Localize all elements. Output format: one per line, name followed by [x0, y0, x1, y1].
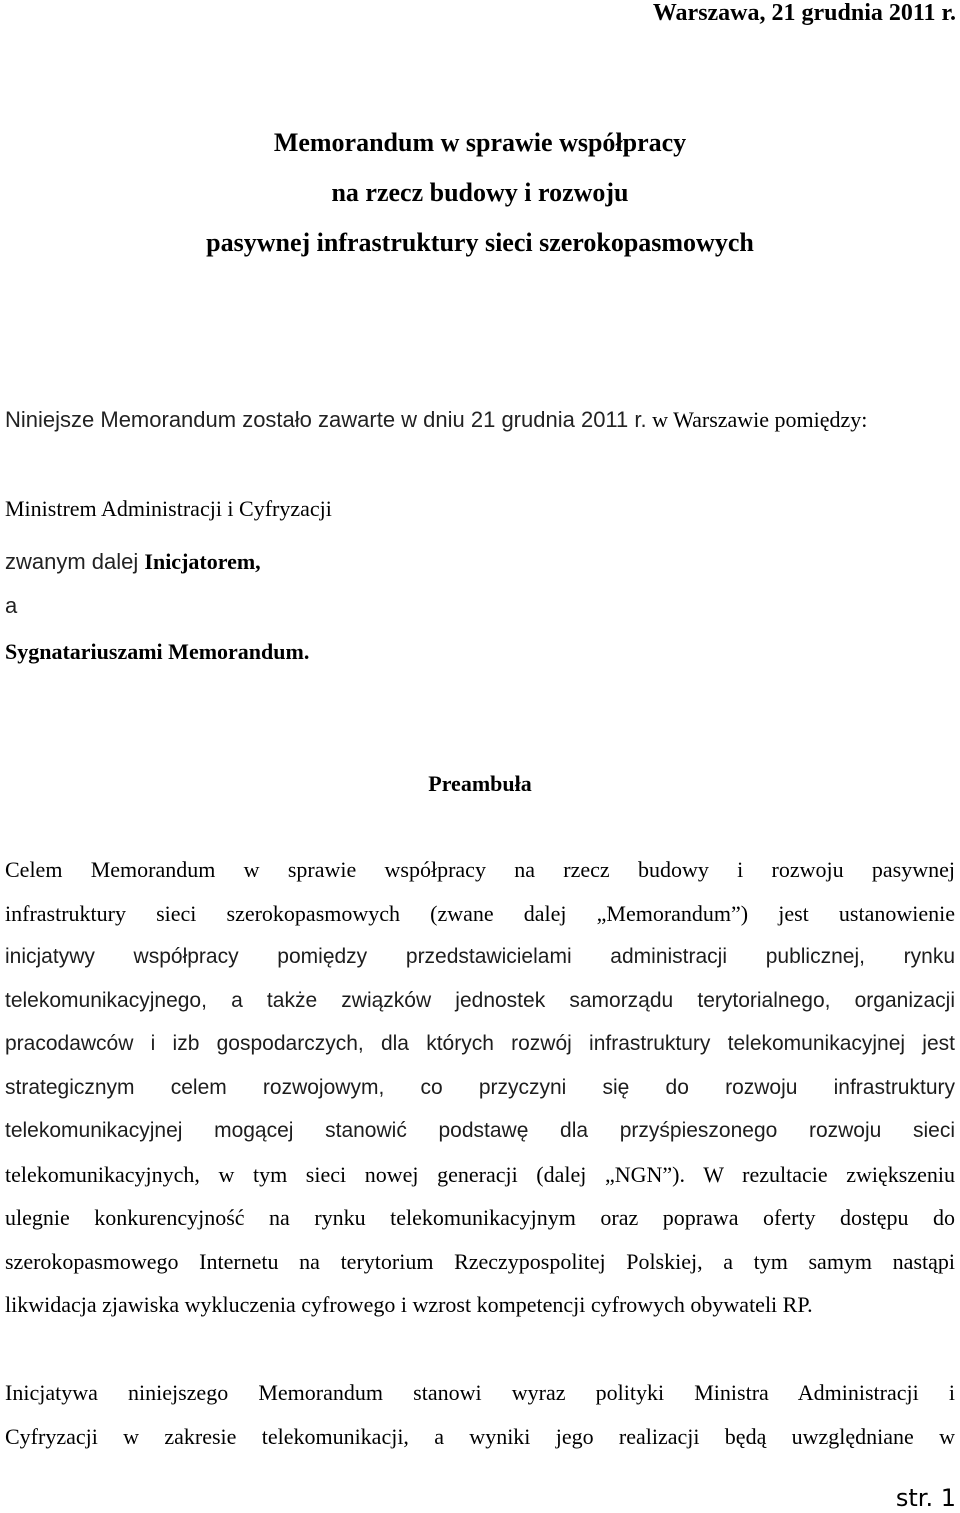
party-initiator: Ministrem Administracji i Cyfryzacji — [5, 496, 332, 521]
initiator-name: Inicjatorem, — [144, 549, 261, 574]
paragraph-line: pracodawców i izb gospodarczych, dla których rozwój infrastruktury telekomunikacyjnej jest — [5, 1032, 955, 1055]
party-signatories: Sygnatariuszami Memorandum. — [5, 639, 310, 664]
document-date: Warszawa, 21 grudnia 2011 r. — [652, 0, 956, 26]
paragraph-line: Celem Memorandum w sprawie współpracy na rzecz budowy i rozwoju pasywnej — [5, 857, 955, 882]
paragraph-line: telekomunikacyjnych, w tym sieci nowej generacji (dalej „NGN”). W rezultacie zwiększeniu — [5, 1161, 955, 1187]
intro-line — [5, 406, 867, 434]
paragraph-line: inicjatywy współpracy pomiędzy przedstawicielami administracji publicznej, rynku — [5, 945, 955, 968]
intro-line-rest: w Warszawie pomiędzy: — [646, 407, 868, 432]
paragraph-line: telekomunikacyjnego, a także związków jednostek samorządu terytorialnego, organizacji — [5, 988, 955, 1012]
paragraph-line: Cyfryzacji w zakresie telekomunikacji, a wyniki jego realizacji będą uwzględniane w — [5, 1423, 955, 1449]
title-line-2: na rzecz budowy i rozwoju — [331, 178, 629, 207]
title-line-3: pasywnej infrastruktury sieci szerokopasmowych — [206, 228, 754, 257]
paragraph-line: szerokopasmowego Internetu na terytorium Rzeczypospolitej Polskiej, a tym samym nastąpi — [5, 1248, 955, 1274]
paragraph-line: ulegnie konkurencyjność na rynku telekomunikacyjnym oraz poprawa oferty dostępu do — [5, 1205, 955, 1230]
paragraph-line: strategicznym celem rozwojowym, co przyczyni się do rozwoju infrastruktury — [5, 1075, 955, 1099]
document-title — [0, 128, 960, 278]
page-number: str. 1 — [895, 1484, 956, 1512]
preamble-paragraph-2 — [5, 1378, 955, 1465]
intro-line-sans: Niniejsze Memorandum zostało zawarte w dniu 21 grudnia 2011 r. — [5, 407, 647, 432]
preamble-heading: Preambuła — [428, 771, 532, 796]
called-prefix: zwanym dalej — [5, 549, 145, 574]
preamble-paragraph-1 — [5, 855, 955, 1334]
paragraph-line: infrastruktury sieci szerokopasmowych (zwane dalej „Memorandum”) jest ustanowienie — [5, 900, 955, 926]
paragraph-line: Inicjatywa niniejszego Memorandum stanowi wyraz polityki Ministra Administracji i — [5, 1380, 955, 1405]
paragraph-line: telekomunikacyjnej mogącej stanowić podstawę dla przyśpieszonego rozwoju sieci — [5, 1119, 955, 1142]
paragraph-line: likwidacja zjawiska wykluczenia cyfrowego i wzrost kompetencji cyfrowych obywateli RP. — [5, 1292, 813, 1317]
conjunction: a — [5, 593, 18, 618]
initiator-designation — [5, 548, 261, 576]
title-line-1: Memorandum w sprawie współpracy — [273, 128, 687, 157]
